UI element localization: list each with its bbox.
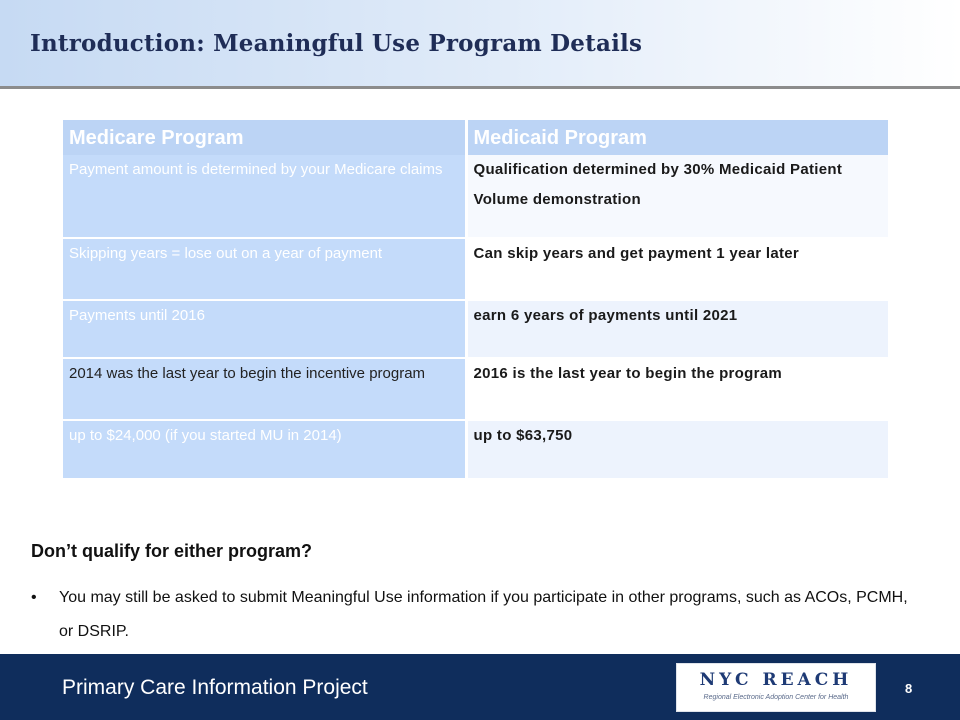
column-header-medicaid: Medicaid Program xyxy=(466,120,888,155)
table-row xyxy=(63,238,888,300)
medicare-cell: 2014 was the last year to begin the incentive program xyxy=(63,358,466,420)
table-row xyxy=(63,358,888,420)
medicare-cell: Payments until 2016 xyxy=(63,300,466,358)
medicaid-cell: earn 6 years of payments until 2021 xyxy=(466,300,888,358)
program-comparison-table xyxy=(63,120,888,478)
slide-title: Introduction: Meaningful Use Program Details xyxy=(30,30,643,57)
medicaid-cell: Can skip years and get payment 1 year later xyxy=(466,238,888,300)
table-row xyxy=(63,300,888,358)
medicare-cell: Skipping years = lose out on a year of payment xyxy=(63,238,466,300)
column-header-medicare: Medicare Program xyxy=(63,120,466,155)
logo-tagline: Regional Electronic Adoption Center for Health xyxy=(703,694,849,701)
header-divider xyxy=(0,86,960,89)
bullet-icon: • xyxy=(31,589,37,606)
bullet-text: You may still be asked to submit Meaningful Use information if you participate in other programs, such as ACOs, PCMH, or DSRIP. xyxy=(59,589,908,640)
nyc-reach-logo xyxy=(676,663,876,712)
medicare-cell: Payment amount is determined by your Medicare claims xyxy=(63,155,466,238)
bullet-item xyxy=(31,581,911,649)
medicaid-cell: up to $63,750 xyxy=(466,420,888,478)
page-number: 8 xyxy=(905,681,913,696)
medicaid-cell: 2016 is the last year to begin the program xyxy=(466,358,888,420)
medicaid-cell: Qualification determined by 30% Medicaid Patient Volume demonstration xyxy=(466,155,888,238)
table-row xyxy=(63,155,888,238)
eligibility-question: Don’t qualify for either program? xyxy=(31,541,313,561)
project-name: Primary Care Information Project xyxy=(62,676,368,699)
table-header-row xyxy=(63,120,888,155)
medicare-cell: up to $24,000 (if you started MU in 2014) xyxy=(63,420,466,478)
logo-wordmark: NYC REACH xyxy=(699,670,853,690)
table-row xyxy=(63,420,888,478)
